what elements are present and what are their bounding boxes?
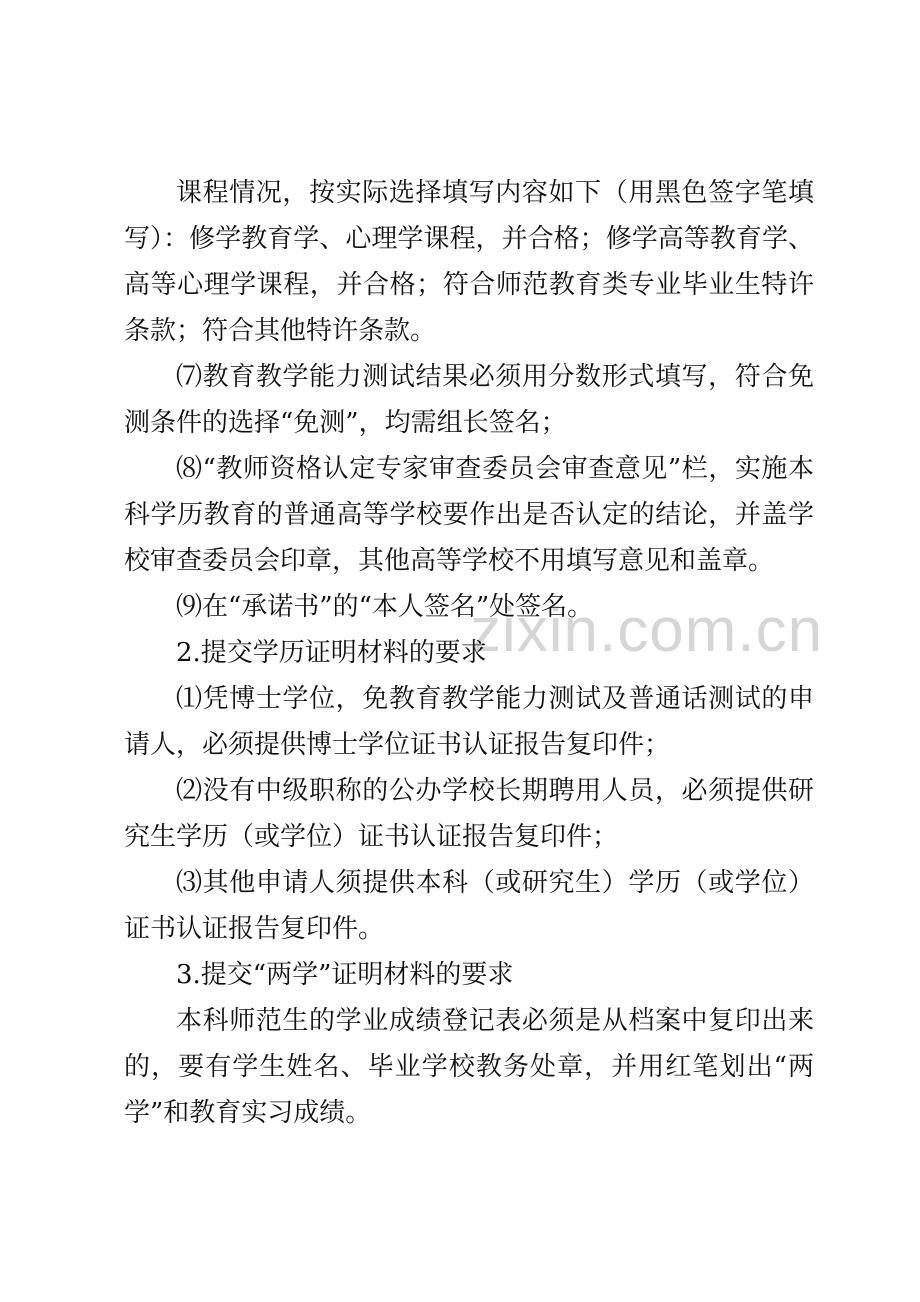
watermark: zixin.com.cn: [470, 596, 824, 665]
paragraph-item-7: ⑺教育教学能力测试结果必须用分数形式填写，符合免测条件的选择“免测”，均需组长签名；: [124, 362, 814, 438]
document-body: [124, 170, 814, 1136]
section-heading-3: 3.提交“两学”证明材料的要求: [176, 960, 514, 990]
paragraph-requirement-3: ⑶其他申请人须提供本科（或研究生）学历（或学位）证书认证报告复印件。: [124, 868, 814, 944]
paragraph-transcript: 本科师范生的学业成绩登记表必须是从档案中复印出来的，要有学生姓名、毕业学校教务处章，并用红笔划出“两学”和教育实习成绩。: [124, 1006, 814, 1128]
paragraph-item-9: ⑼在“承诺书”的“本人签名”处签名。: [176, 592, 594, 622]
paragraph-item-8: ⑻“教师资格认定专家审查委员会审查意见”栏，实施本科学历教育的普通高等学校要作出是否认定的结论，并盖学校审查委员会印章，其他高等学校不用填写意见和盖章。: [124, 454, 814, 576]
paragraph-course-info: 课程情况，按实际选择填写内容如下（用黑色签字笔填写）：修学教育学、心理学课程，并合格；修学高等教育学、高等心理学课程，并合格；符合师范教育类专业毕业生特许条款；符合其他特许条款。: [124, 178, 814, 346]
paragraph-requirement-1: ⑴凭博士学位，免教育教学能力测试及普通话测试的申请人，必须提供博士学位证书认证报告复印件；: [124, 684, 814, 760]
section-heading-2: 2.提交学历证明材料的要求: [176, 638, 487, 668]
paragraph-requirement-2: ⑵没有中级职称的公办学校长期聘用人员，必须提供研究生学历（或学位）证书认证报告复印件；: [124, 776, 814, 852]
